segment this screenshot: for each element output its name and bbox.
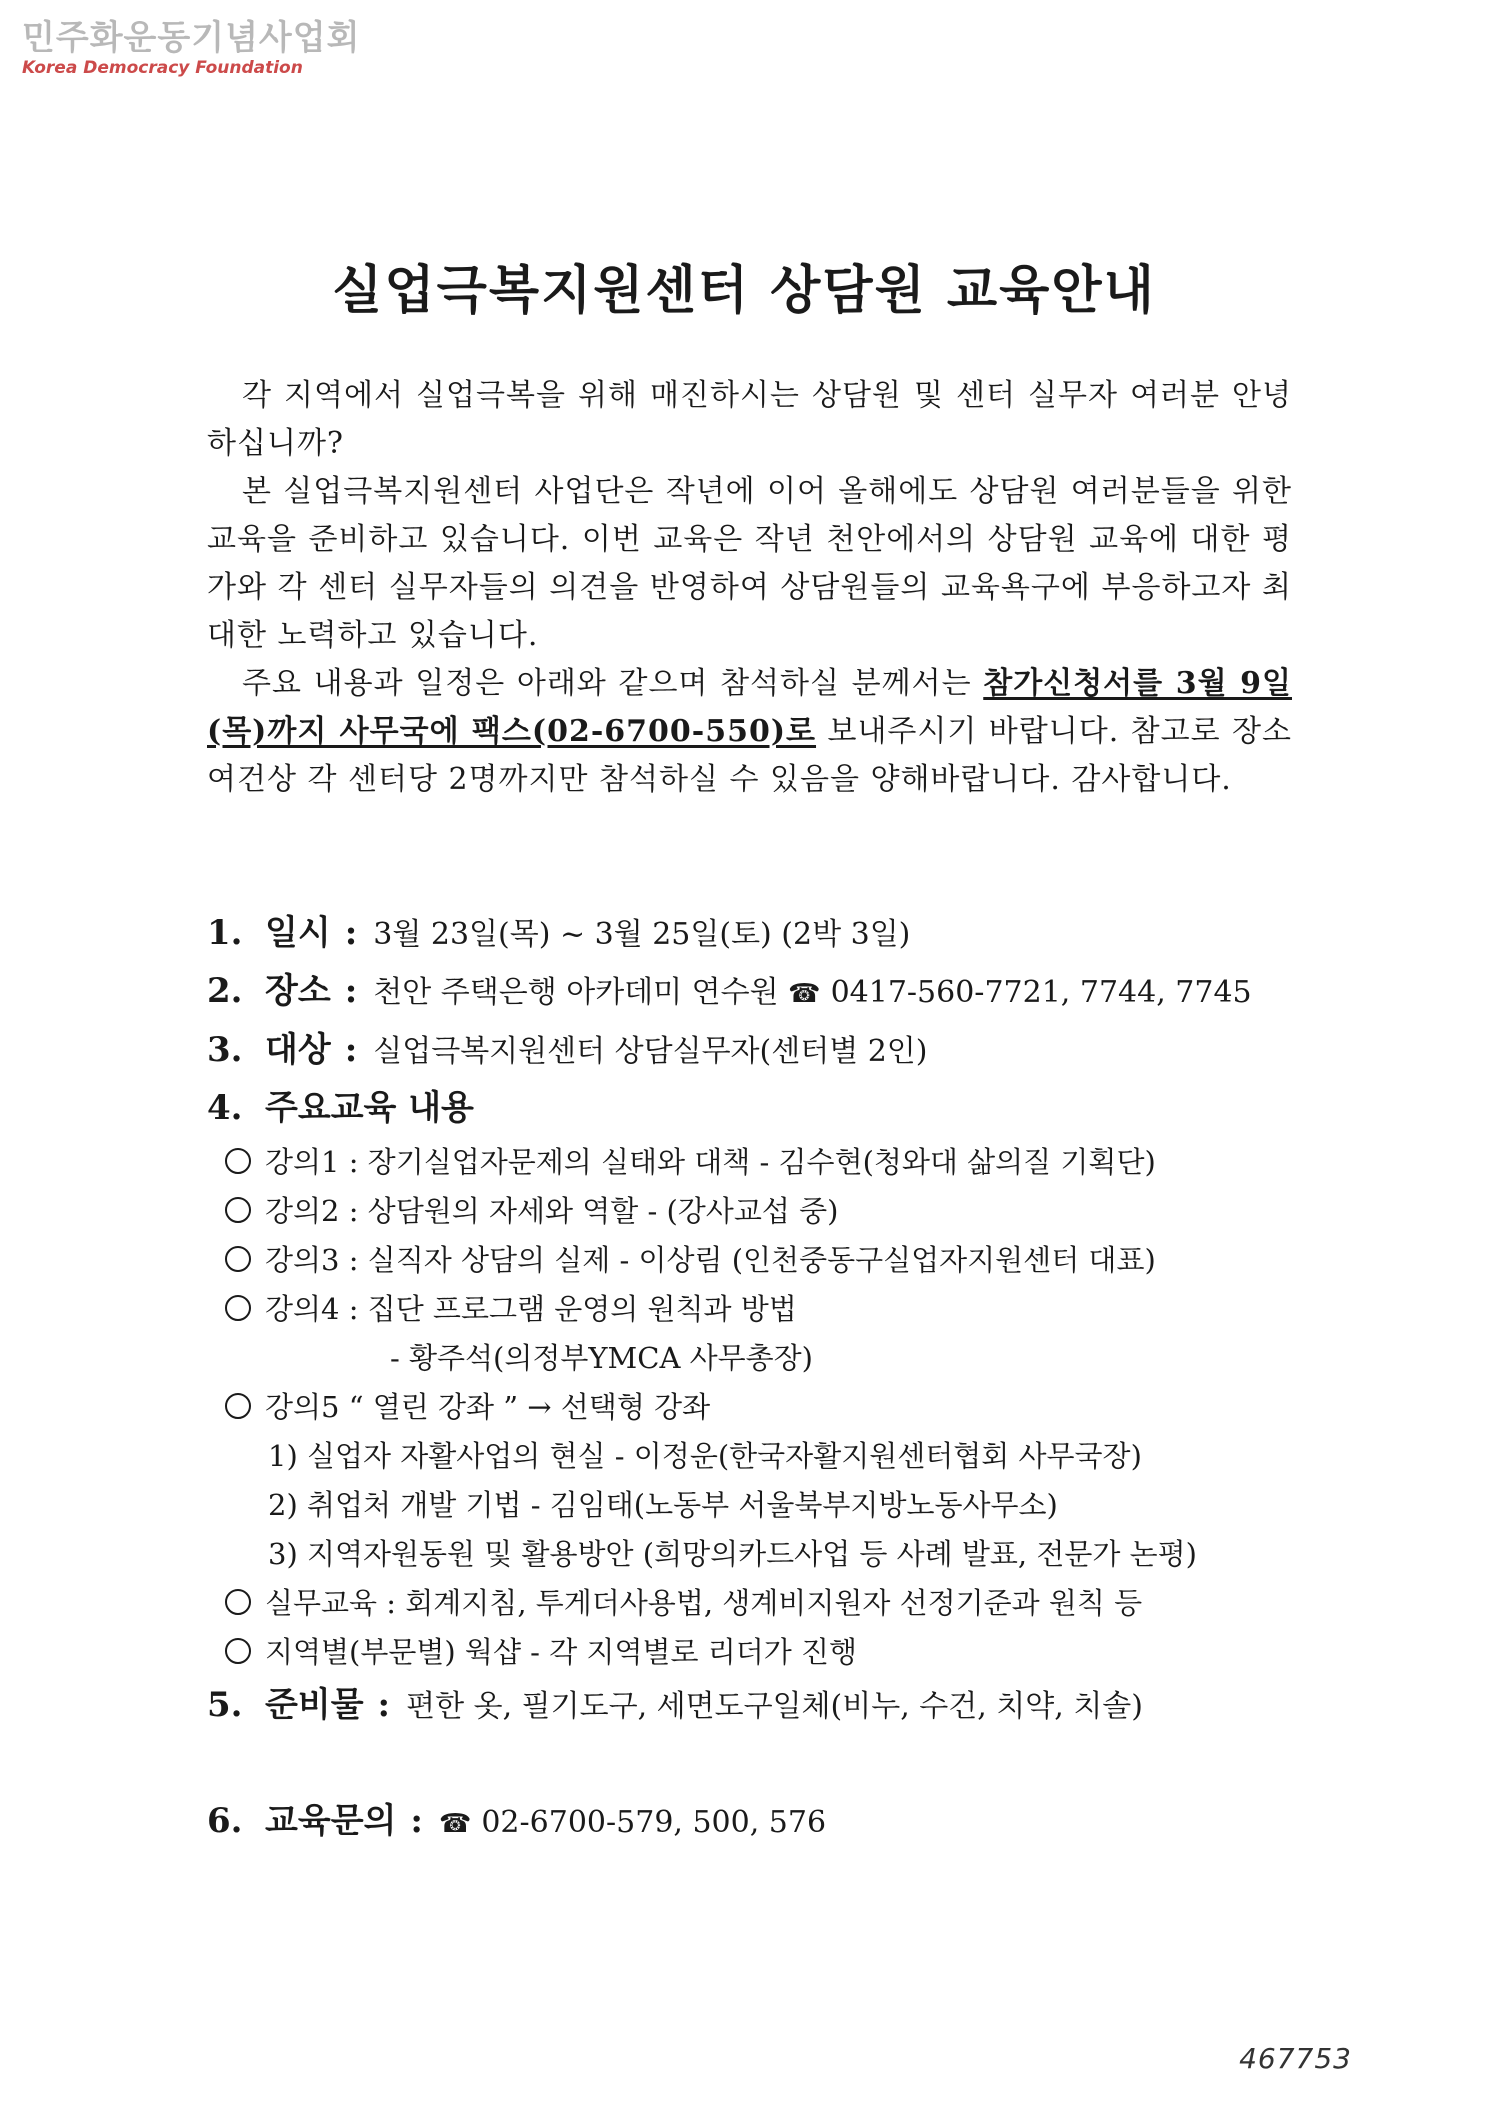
item-number: 5.: [207, 1685, 243, 1725]
application-deadline-notice: 참가신청서를 3월 9일(목)까지 사무국에 팩스(02-6700-550)로: [207, 666, 1292, 749]
item-number: 1.: [207, 913, 243, 953]
item-number: 6.: [207, 1801, 243, 1841]
item-heading: 교육문의: [265, 1801, 397, 1841]
lecture-1-text: 강의1 : 장기실업자문제의 실태와 대책 - 김수현(청와대 삶의질 기획단): [265, 1145, 1156, 1179]
practice-training: [207, 1579, 1327, 1628]
circle-bullet-icon: [225, 1197, 251, 1223]
lecture-5-text: 강의5 “ 열린 강좌 ” → 선택형 강좌: [265, 1390, 711, 1424]
document-number: 467753: [1239, 2042, 1352, 2075]
item-colon: :: [410, 1801, 423, 1841]
circle-bullet-icon: [225, 1638, 251, 1664]
circle-bullet-icon: [225, 1393, 251, 1419]
item-heading: 주요교육 내용: [265, 1088, 474, 1128]
item-colon: :: [344, 971, 358, 1011]
item-date: [207, 905, 1327, 963]
item-place-phone: 0417-560-7721, 7744, 7745: [830, 975, 1252, 1010]
phone-icon: ☎: [788, 979, 821, 1009]
item-target: [207, 1022, 1327, 1080]
details-section: [207, 905, 1327, 1852]
circle-bullet-icon: [225, 1295, 251, 1321]
lecture-3: [207, 1236, 1327, 1285]
lecture-1: [207, 1138, 1327, 1187]
page-title: 실업극복지원센터 상담원 교육안내: [332, 261, 1156, 321]
lecture-3-text: 강의3 : 실직자 상담의 실제 - 이상림 (인천중동구실업자지원센터 대표): [265, 1243, 1156, 1277]
item-curriculum: [207, 1080, 1327, 1138]
intro-p3-after: 보내주시기 바랍니다. 참고로 장소여건상 각 센터당 2명까지만 참석하실 수 있음을 양해바랍니다. 감사합니다.: [207, 714, 1293, 797]
logo-english-text: Korea Democracy Foundation: [22, 58, 303, 78]
intro-paragraph-2: 본 실업극복지원센터 사업단은 작년에 이어 올해에도 상담원 여러분들을 위한 교육을 준비하고 있습니다. 이번 교육은 작년 천안에서의 상담원 교육에 대한 평가와 각 센터 실무자들의 의견을 반영하여 상담원들의 교육욕구에 부응하고자 최대한 노력하고 있습니다.: [207, 474, 1292, 653]
item-inquiry: [207, 1793, 1327, 1852]
item-number: 4.: [207, 1088, 243, 1128]
lecture-5: [207, 1383, 1327, 1432]
item-supplies: [207, 1677, 1327, 1735]
lecture-4: [207, 1285, 1327, 1334]
intro-paragraph-3: [207, 660, 1292, 804]
item-heading: 대상: [265, 1030, 331, 1070]
lecture-5-option-1: 1) 실업자 자활사업의 현실 - 이정운(한국자활지원센터협회 사무국장): [268, 1439, 1142, 1473]
item-heading: 일시: [265, 913, 331, 953]
item-date-text: 3월 23일(목) ~ 3월 25일(토) (2박 3일): [373, 917, 911, 952]
circle-bullet-icon: [225, 1148, 251, 1174]
logo-korean-text: 민주화운동기념사업회: [22, 18, 361, 58]
item-number: 3.: [207, 1030, 243, 1070]
lecture-2: [207, 1187, 1327, 1236]
phone-icon: ☎: [438, 1809, 472, 1839]
item-number: 2.: [207, 971, 243, 1011]
lecture-4-text: 강의4 : 집단 프로그램 운영의 원칙과 방법: [265, 1292, 797, 1326]
lecture-5-option-2: 2) 취업처 개발 기법 - 김임태(노동부 서울북부지방노동사무소): [268, 1488, 1058, 1522]
intro-p3-before: 주요 내용과 일정은 아래와 같으며 참석하실 분께서는: [242, 666, 984, 701]
intro-paragraph-1: 각 지역에서 실업극복을 위해 매진하시는 상담원 및 센터 실무자 여러분 안녕하십니까?: [207, 378, 1292, 461]
circle-bullet-icon: [225, 1246, 251, 1272]
lecture-5-option-3: 3) 지역자원동원 및 활용방안 (희망의카드사업 등 사례 발표, 전문가 논평): [268, 1537, 1197, 1571]
circle-bullet-icon: [225, 1589, 251, 1615]
item-heading: 장소: [265, 971, 331, 1011]
foundation-logo: [22, 18, 360, 78]
item-heading: 준비물: [265, 1685, 364, 1725]
item-place: [207, 963, 1327, 1022]
item-colon: :: [344, 1030, 358, 1070]
item-inquiry-text: 02-6700-579, 500, 576: [481, 1805, 827, 1840]
spacer: [207, 1735, 1327, 1793]
lecture-4-instructor: - 황주석(의정부YMCA 사무총장): [390, 1341, 813, 1375]
regional-workshop: [207, 1628, 1327, 1677]
item-place-text: 천안 주택은행 아카데미 연수원: [373, 975, 779, 1010]
item-colon: :: [377, 1685, 391, 1725]
item-colon: :: [344, 913, 358, 953]
item-target-text: 실업극복지원센터 상담실무자(센터별 2인): [373, 1034, 928, 1069]
item-supplies-text: 편한 옷, 필기도구, 세면도구일체(비누, 수건, 치약, 치솔): [406, 1689, 1143, 1724]
intro-text: [207, 372, 1292, 804]
practice-training-text: 실무교육 : 회계지침, 투게더사용법, 생계비지원자 선정기준과 원칙 등: [265, 1586, 1143, 1620]
lecture-2-text: 강의2 : 상담원의 자세와 역할 - (강사교섭 중): [265, 1194, 839, 1228]
regional-workshop-text: 지역별(부문별) 웍샵 - 각 지역별로 리더가 진행: [265, 1635, 857, 1669]
